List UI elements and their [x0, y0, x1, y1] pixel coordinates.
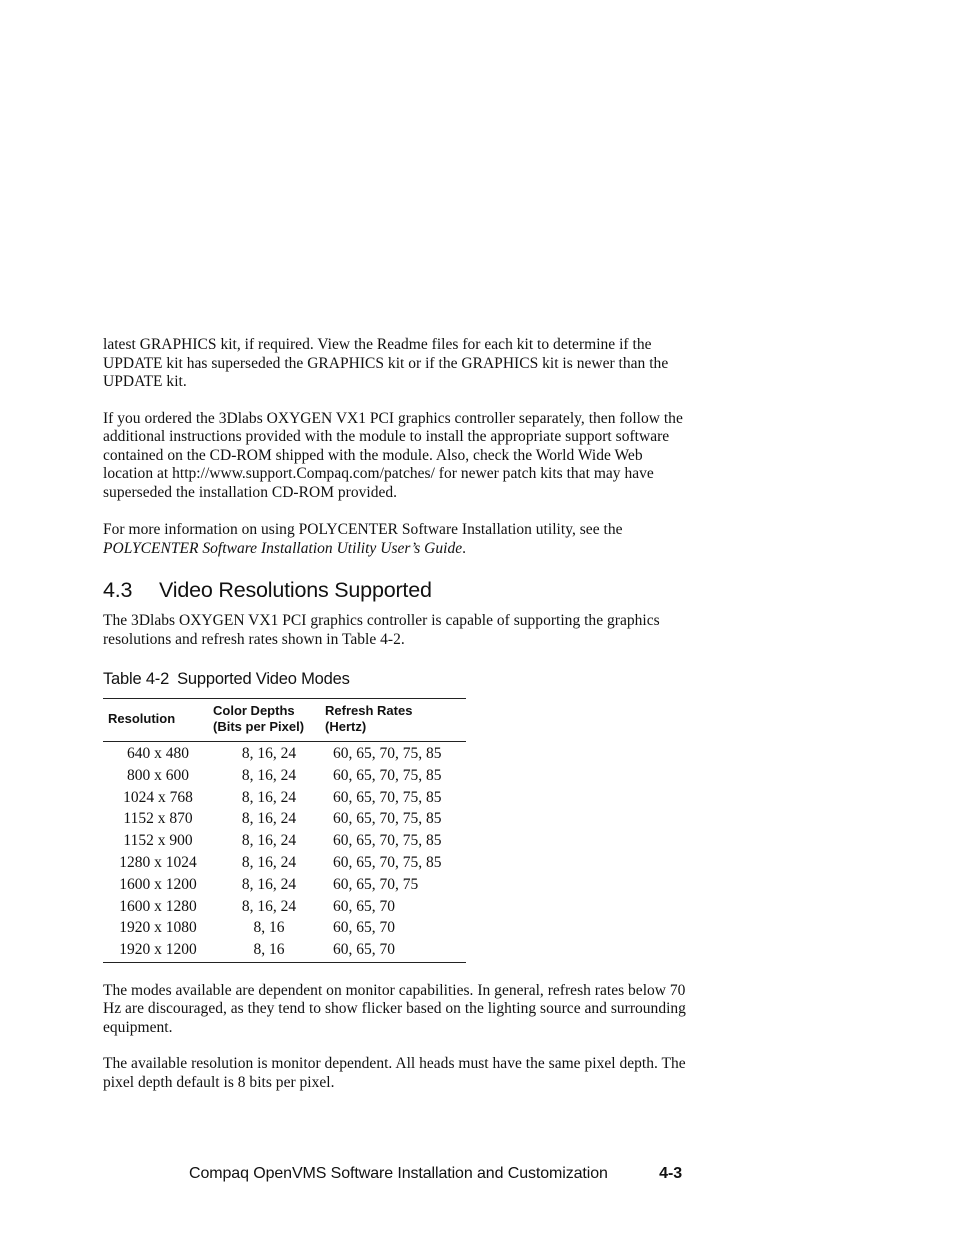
cell-color-depth: 8, 16, 24 — [241, 853, 297, 871]
cell-color-depth: 8, 16 — [253, 919, 285, 937]
section-heading — [103, 577, 688, 603]
cell-resolution: 1600 x 1200 — [119, 875, 197, 893]
cell-color-depth: 8, 16, 24 — [241, 897, 297, 915]
cell-resolution: 1152 x 900 — [123, 832, 193, 850]
page-body — [103, 336, 688, 1092]
cell-resolution: 1280 x 1024 — [119, 853, 197, 871]
paragraph-monitor-capabilities: The modes available are dependent on monitor capabilities. In general, refresh rates below 70 Hz are discouraged, as they tend to show flicker based on the lighting source and surrounding equipment. — [103, 981, 686, 1036]
cell-resolution: 800 x 600 — [127, 766, 189, 784]
table-row — [103, 742, 466, 765]
table-row — [103, 896, 466, 918]
video-modes-table — [103, 698, 466, 963]
cell-refresh-rate: 60, 65, 70, 75, 85 — [333, 766, 442, 784]
header-refresh-rates — [325, 699, 466, 742]
table-header-row — [103, 699, 466, 742]
cell-color-depth: 8, 16, 24 — [241, 788, 297, 806]
page-number: 4-3 — [659, 1165, 682, 1182]
header-refresh-line2: (Hertz) — [325, 719, 367, 734]
cell-refresh-rate: 60, 65, 70, 75, 85 — [333, 745, 442, 762]
paragraph-polycenter-text: For more information on using POLYCENTER Software Installation utility, see the — [103, 521, 623, 538]
section-number: 4.3 — [103, 578, 133, 602]
paragraph-separate-order: If you ordered the 3Dlabs OXYGEN VX1 PCI graphics controller separately, then follow the additional instructions provided with the module to install the appropriate support software contained on the CD-ROM shipped with the module. Also, check the World Wide Web location at http://www.support.Compaq.com/patches/ for newer patch kits that may have superseded the installation CD-ROM provided. — [103, 409, 683, 501]
cell-refresh-rate: 60, 65, 70, 75, 85 — [333, 832, 442, 850]
table-row — [103, 852, 466, 874]
cell-refresh-rate: 60, 65, 70, 75 — [333, 875, 419, 893]
guide-title-italic: POLYCENTER Software Installation Utility User’s Guide — [103, 539, 463, 557]
paragraph-pixel-depth: The available resolution is monitor dependent. All heads must have the same pixel depth. The pixel depth default is 8 bits per pixel. — [103, 1055, 686, 1091]
cell-refresh-rate: 60, 65, 70, 75, 85 — [333, 788, 442, 806]
table-row — [103, 874, 466, 896]
cell-refresh-rate: 60, 65, 70 — [333, 919, 395, 937]
cell-refresh-rate: 60, 65, 70 — [333, 897, 395, 915]
cell-color-depth: 8, 16, 24 — [241, 810, 297, 828]
cell-color-depth: 8, 16, 24 — [241, 832, 297, 850]
paragraph-polycenter-end: . — [462, 539, 467, 557]
table-row — [103, 808, 466, 830]
cell-resolution: 1920 x 1200 — [119, 941, 197, 959]
cell-resolution: 1600 x 1280 — [119, 897, 197, 915]
table-row — [103, 939, 466, 962]
cell-refresh-rate: 60, 65, 70, 75, 85 — [333, 853, 442, 871]
table-row — [103, 830, 466, 852]
cell-resolution: 640 x 480 — [127, 745, 189, 762]
table-row — [103, 787, 466, 809]
paragraph-capabilities: The 3Dlabs OXYGEN VX1 PCI graphics controller is capable of supporting the graphics resolutions and refresh rates shown in Table 4-2. — [103, 612, 660, 648]
cell-resolution: 1152 x 870 — [123, 810, 193, 828]
header-refresh-line1: Refresh Rates — [325, 703, 413, 718]
cell-refresh-rate: 60, 65, 70 — [333, 941, 395, 959]
cell-color-depth: 8, 16, 24 — [241, 745, 297, 762]
page-footer — [189, 1164, 682, 1184]
header-resolution: Resolution — [103, 699, 213, 742]
paragraph-polycenter-info — [103, 521, 688, 558]
table-caption — [103, 669, 688, 689]
cell-color-depth: 8, 16 — [253, 941, 285, 959]
cell-resolution: 1024 x 768 — [123, 788, 193, 806]
footer-book-title: Compaq OpenVMS Software Installation and Customization — [189, 1165, 608, 1182]
header-color-line2: (Bits per Pixel) — [213, 719, 305, 734]
table-caption-label: Table 4-2 — [103, 670, 170, 688]
cell-resolution: 1920 x 1080 — [119, 919, 197, 937]
cell-color-depth: 8, 16, 24 — [241, 766, 297, 784]
cell-refresh-rate: 60, 65, 70, 75, 85 — [333, 810, 442, 828]
table-row — [103, 765, 466, 787]
table-row — [103, 917, 466, 939]
section-title: Video Resolutions Supported — [159, 578, 432, 602]
paragraph-graphics-kit: latest GRAPHICS kit, if required. View the Readme files for each kit to determine if the UPDATE kit has superseded the GRAPHICS kit or if the GRAPHICS kit is newer than the UPDATE kit. — [103, 336, 669, 390]
cell-color-depth: 8, 16, 24 — [241, 875, 297, 893]
header-color-depths — [213, 699, 325, 742]
table-caption-title: Supported Video Modes — [177, 670, 350, 688]
header-color-line1: Color Depths — [213, 703, 295, 718]
